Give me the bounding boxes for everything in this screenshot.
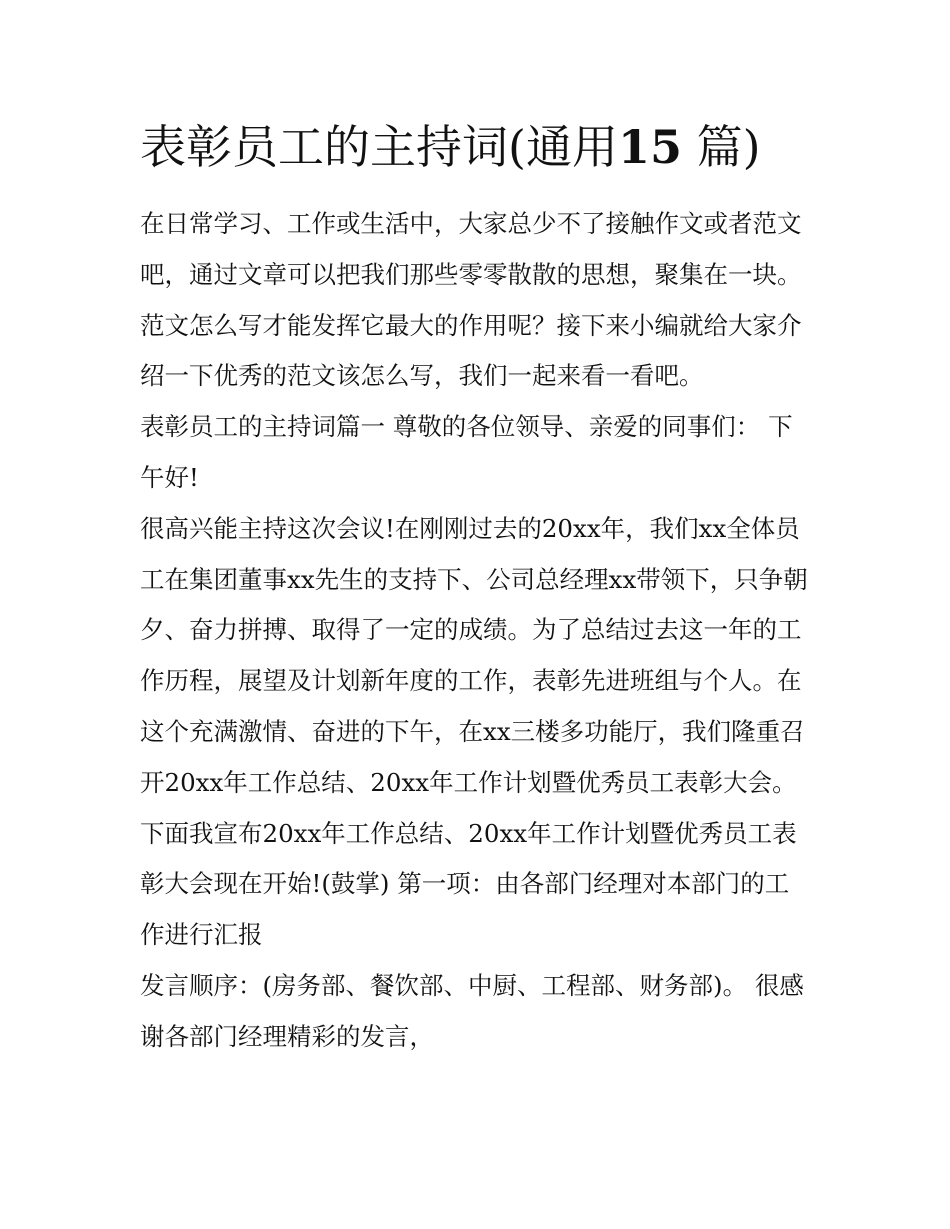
paragraph-opening: 很高兴能主持这次会议!在刚刚过去的20xx年，我们xx全体员工在集团董事xx先生的支持下、公司总经理xx带领下，只争朝夕、奋力拼搏、取得了一定的成绩。为了总结过去这一年的工作历程，展望及计划新年度的工作，表彰先进班组与个人。在这个充满激情、奋进的下午，在xx三楼多功能厅，我们隆重召开20xx年工作总结、20xx年工作计划暨优秀员工表彰大会。: [140, 513, 808, 797]
paragraph-announcement: 下面我宣布20xx年工作总结、20xx年工作计划暨优秀员工表彰大会现在开始!(鼓掌) 第一项：由各部门经理对本部门的工作进行汇报: [140, 818, 797, 950]
title-number: 15: [617, 120, 682, 174]
document-title: [140, 115, 812, 179]
document-page: [140, 115, 812, 1063]
paragraph-speaking-order: 发言顺序：(房务部、餐饮部、中厨、工程部、财务部)。 很感谢各部门经理精彩的发言，: [140, 970, 804, 1051]
paragraph-intro: 在日常学习、工作或生活中，大家总少不了接触作文或者范文吧，通过文章可以把我们那些零零散散的思想，聚集在一块。范文怎么写才能发挥它最大的作用呢？接下来小编就给大家介绍一下优秀的范文该怎么写，我们一起来看一看吧。: [140, 209, 802, 391]
title-prefix: 表彰员工的主持词(通用: [140, 120, 618, 174]
title-suffix: 篇): [696, 120, 761, 174]
paragraph-greeting: 表彰员工的主持词篇一 尊敬的各位领导、亲爱的同事们： 下午好!: [140, 412, 793, 492]
